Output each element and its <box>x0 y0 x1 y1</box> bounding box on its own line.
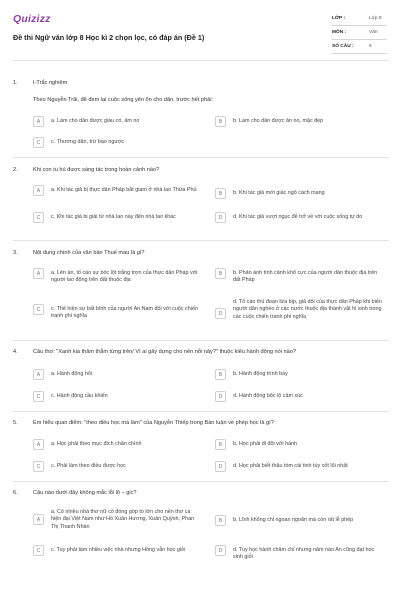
option-text: b. Làm cho dân được ăn no, mặc đẹp <box>233 117 324 124</box>
option-letter: A <box>33 514 44 525</box>
option-text: c. Tuy phải làm nhiều việc nhà nhưng Hồng vẫn học giỏi <box>51 546 186 553</box>
option-letter: C <box>33 137 44 148</box>
option-text: d. Học phải biết thâu tóm cái tinh túy cốt lõi nhất <box>233 462 348 469</box>
option-text: c. Phải làm theo điều được học <box>51 462 126 469</box>
question-text: Khi con tu hú được sáng tác trong hoàn cảnh nào? <box>33 167 160 173</box>
meta-value: Lớp 8 <box>369 16 382 21</box>
option-text: b. Hành động trình bày <box>233 370 288 377</box>
question-divider <box>13 157 389 158</box>
question-number: 4. <box>13 349 18 355</box>
option-letter: C <box>33 304 44 315</box>
option-letter: A <box>33 439 44 450</box>
question-divider <box>13 411 389 412</box>
question-number: 6. <box>13 490 18 496</box>
meta-label: SỐ CÂU : <box>332 44 354 49</box>
option-letter: D <box>215 391 226 402</box>
option-letter: B <box>215 515 226 526</box>
question-text: Câu thơ: "Xanh kia thăm thẳm từng trên/ Vì ai gây dựng cho nên nỗi này?" thuộc kiểu hành động nói nào? <box>33 349 296 355</box>
option-letter: B <box>215 188 226 199</box>
option-text: a. Hành động hỏi <box>51 370 93 377</box>
meta-label: MÔN : <box>332 30 347 35</box>
option-text: a. Học phải theo mục đích chân chính <box>51 440 142 447</box>
option-text: a. Lên án, tố cáo sự bóc lột trắng trợn của thực dân Pháp với người lao động trên đất thuộc địa <box>51 269 198 283</box>
option-text: c. Thương dân, trừ bạo ngược <box>51 138 125 145</box>
question-text: Em hiểu quan điểm: "theo điều học mà làm" của Nguyễn Thiếp trong Bàn luận về phép học là gì? <box>33 420 274 426</box>
question-divider <box>13 481 389 482</box>
meta-label: LỚP : <box>332 16 346 21</box>
meta-value: Văn <box>369 30 378 35</box>
question-text: Câu nào dưới đây không mắc lỗi lô – gic? <box>33 490 137 496</box>
question-number: 2. <box>13 167 18 173</box>
meta-box <box>332 12 387 54</box>
meta-row-class <box>332 12 387 26</box>
option-text: a. Làm cho dân được giàu có, ấm no <box>51 117 140 124</box>
question-number: 3. <box>13 250 18 256</box>
option-letter: D <box>215 461 226 472</box>
meta-value: 6 <box>369 44 372 49</box>
option-text: d. Hành động bộc lộ cảm xúc <box>233 392 303 399</box>
question-subtext: Theo Nguyễn Trãi, để đem lại cuộc sống yên ổn cho dân, trước hết phải: <box>33 97 213 103</box>
option-text: d. Tuy học hành chăm chỉ nhưng năm nào An cũng đạt học sinh giỏi <box>233 546 375 560</box>
option-letter: C <box>33 391 44 402</box>
option-letter: B <box>215 369 226 380</box>
option-text: d. Khi tác giả vượt ngục để trở về với cuộc sống tự do <box>233 213 363 220</box>
question-number: 5. <box>13 420 18 426</box>
option-text: c. Khi tác giả bị giải từ nhà lao này đến nhà lao khác <box>51 213 176 220</box>
option-text: b. Khi tác giả mới giác ngộ cách mạng <box>233 189 325 196</box>
option-letter: A <box>33 268 44 279</box>
option-letter: D <box>215 545 226 556</box>
option-text: b. Phản ánh tình cảnh khổ cực của người dân thuộc địa trên đất Pháp <box>233 269 378 283</box>
option-letter: A <box>33 185 44 196</box>
option-letter: D <box>215 308 226 319</box>
option-text: c. Hành động cầu khiến <box>51 392 108 399</box>
option-text: a. Có nhiều nhà thơ nữ có đóng góp to lớn cho nền thơ ca hiện đại Việt Nam như Hồ Xuân Hương, Xuân Quỳnh, Phan Thị Thanh Nhàn <box>51 508 195 530</box>
option-text: b. Học phải đi đôi với hành <box>233 440 298 447</box>
option-text: d. Tố cáo thủ đoạn lừa bịp, giả dối của thực dân Pháp khi biến người dân nghèo ở các nước thuộc địa thành vật hi sinh trong các cuộc chiến tranh phi nghĩa <box>233 298 382 320</box>
question-divider <box>13 240 389 241</box>
meta-row-question-count <box>332 40 387 54</box>
option-letter: D <box>215 212 226 223</box>
header-divider <box>13 60 389 61</box>
option-text: a. Khi tác giả bị thực dân Pháp bắt giam ở nhà lao Thừa Phủ <box>51 186 197 193</box>
question-divider <box>13 340 389 341</box>
option-letter: C <box>33 545 44 556</box>
option-text: b. Lĩnh không chỉ ngoan ngoãn mà còn rất lễ phép <box>233 516 354 523</box>
option-letter: B <box>215 439 226 450</box>
option-letter: C <box>33 461 44 472</box>
option-letter: A <box>33 369 44 380</box>
question-number: 1. <box>13 80 18 86</box>
question-text: Nội dung chính của văn bản Thuế máu là gì? <box>33 250 145 256</box>
meta-row-subject <box>332 26 387 40</box>
quizizz-logo: Quizizz <box>13 13 51 25</box>
option-letter: C <box>33 212 44 223</box>
option-letter: A <box>33 116 44 127</box>
question-text: I-Trắc nghiệm <box>33 80 68 86</box>
option-letter: B <box>215 268 226 279</box>
option-text: c. Thể hiện sự bất bình của người An Nam đối với cuộc chiến tranh phi nghĩa <box>51 305 198 319</box>
document-title: Đề thi Ngữ văn lớp 8 Học kì 2 chọn lọc, có đáp án (Đề 1) <box>13 33 205 42</box>
option-letter: B <box>215 116 226 127</box>
